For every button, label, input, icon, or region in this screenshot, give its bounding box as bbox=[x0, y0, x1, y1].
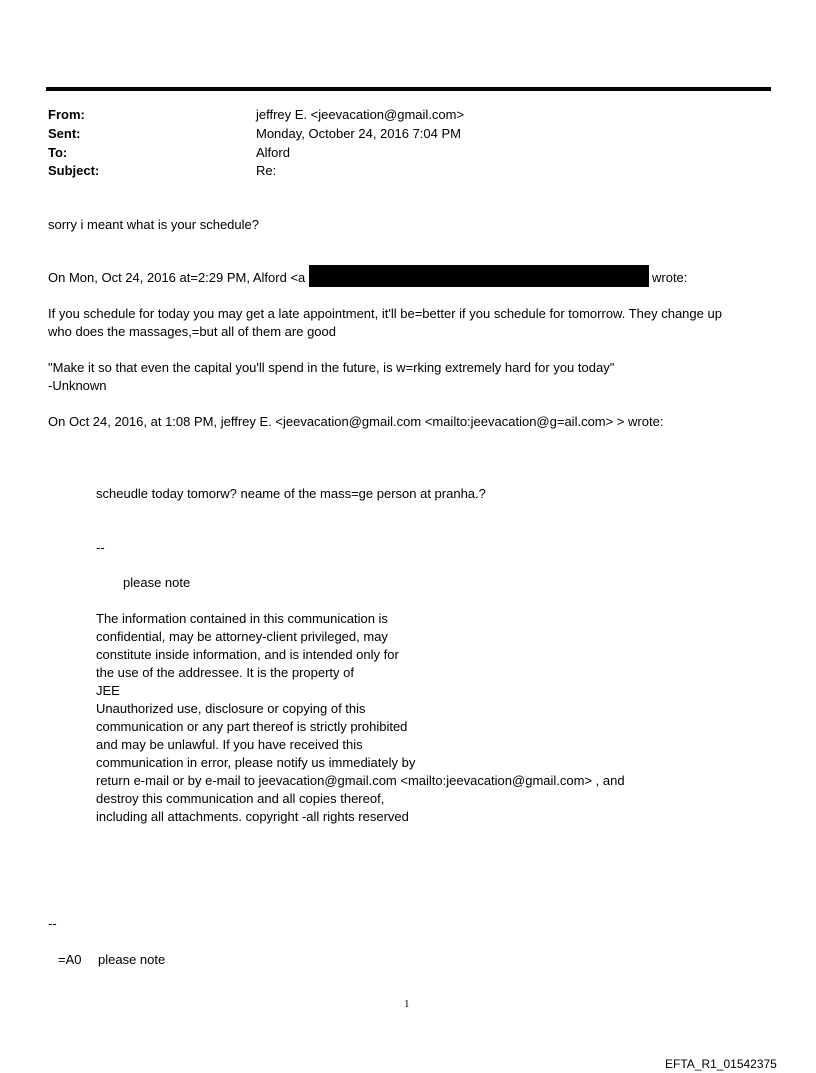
subject-value: Re: bbox=[256, 163, 277, 178]
disclaimer-line: JEE bbox=[96, 683, 120, 698]
quote1-intro-prefix: On Mon, Oct 24, 2016 at=2:29 PM, Alford <a bbox=[48, 270, 306, 285]
bottom-separator: -- bbox=[48, 916, 57, 931]
redaction-box bbox=[309, 265, 649, 287]
to-label: To: bbox=[48, 145, 68, 160]
please-note: please note bbox=[123, 575, 191, 590]
disclaimer-line: destroy this communication and all copies thereof, bbox=[96, 791, 385, 806]
sent-value: Monday, October 24, 2016 7:04 PM bbox=[256, 126, 461, 141]
sent-label: Sent: bbox=[48, 126, 81, 141]
disclaimer-line: the use of the addressee. It is the property of bbox=[96, 665, 354, 680]
disclaimer-line: constitute inside information, and is intended only for bbox=[96, 647, 399, 662]
para1-line1: If you schedule for today you may get a late appointment, it'll be=better if you schedule for tomorrow. They change up bbox=[48, 306, 722, 321]
disclaimer-line: The information contained in this communication is bbox=[96, 611, 388, 626]
disclaimer-line: confidential, may be attorney-client privileged, may bbox=[96, 629, 388, 644]
bottom-note: please note bbox=[98, 952, 166, 967]
to-value: Alford bbox=[256, 145, 290, 160]
disclaimer-line: and may be unlawful. If you have received this bbox=[96, 737, 363, 752]
reply-line: sorry i meant what is your schedule? bbox=[48, 217, 259, 232]
signature-separator: -- bbox=[96, 540, 105, 555]
quote1-intro-suffix: wrote: bbox=[652, 270, 688, 285]
quote2-intro: On Oct 24, 2016, at 1:08 PM, jeffrey E. <jeevacation@gmail.com <mailto:jeevacation@g=ail.com> > wrote: bbox=[48, 414, 664, 429]
subject-label: Subject: bbox=[48, 163, 100, 178]
para1-line2: who does the massages,=but all of them are good bbox=[48, 324, 336, 339]
inner-message: scheudle today tomorw? neame of the mass=ge person at pranha.? bbox=[96, 486, 486, 501]
page-number: 1 bbox=[404, 998, 410, 1010]
disclaimer-line: communication in error, please notify us immediately by bbox=[96, 755, 416, 770]
quote-author: -Unknown bbox=[48, 378, 107, 393]
bottom-prefix: =A0 bbox=[58, 952, 82, 967]
disclaimer-block bbox=[96, 610, 625, 826]
disclaimer-line: Unauthorized use, disclosure or copying of this bbox=[96, 701, 366, 716]
from-label: From: bbox=[48, 107, 85, 122]
document-id: EFTA_R1_01542375 bbox=[665, 1057, 777, 1071]
from-value: jeffrey E. <jeevacation@gmail.com> bbox=[256, 107, 465, 122]
header-rule bbox=[46, 87, 771, 91]
disclaimer-line: communication or any part thereof is strictly prohibited bbox=[96, 719, 408, 734]
quote-line: "Make it so that even the capital you'll spend in the future, is w=rking extremely hard for you today" bbox=[48, 360, 615, 375]
disclaimer-line: including all attachments. copyright -all rights reserved bbox=[96, 809, 409, 824]
disclaimer-line: return e-mail or by e-mail to jeevacation@gmail.com <mailto:jeevacation@gmail.com> , and bbox=[96, 773, 625, 788]
